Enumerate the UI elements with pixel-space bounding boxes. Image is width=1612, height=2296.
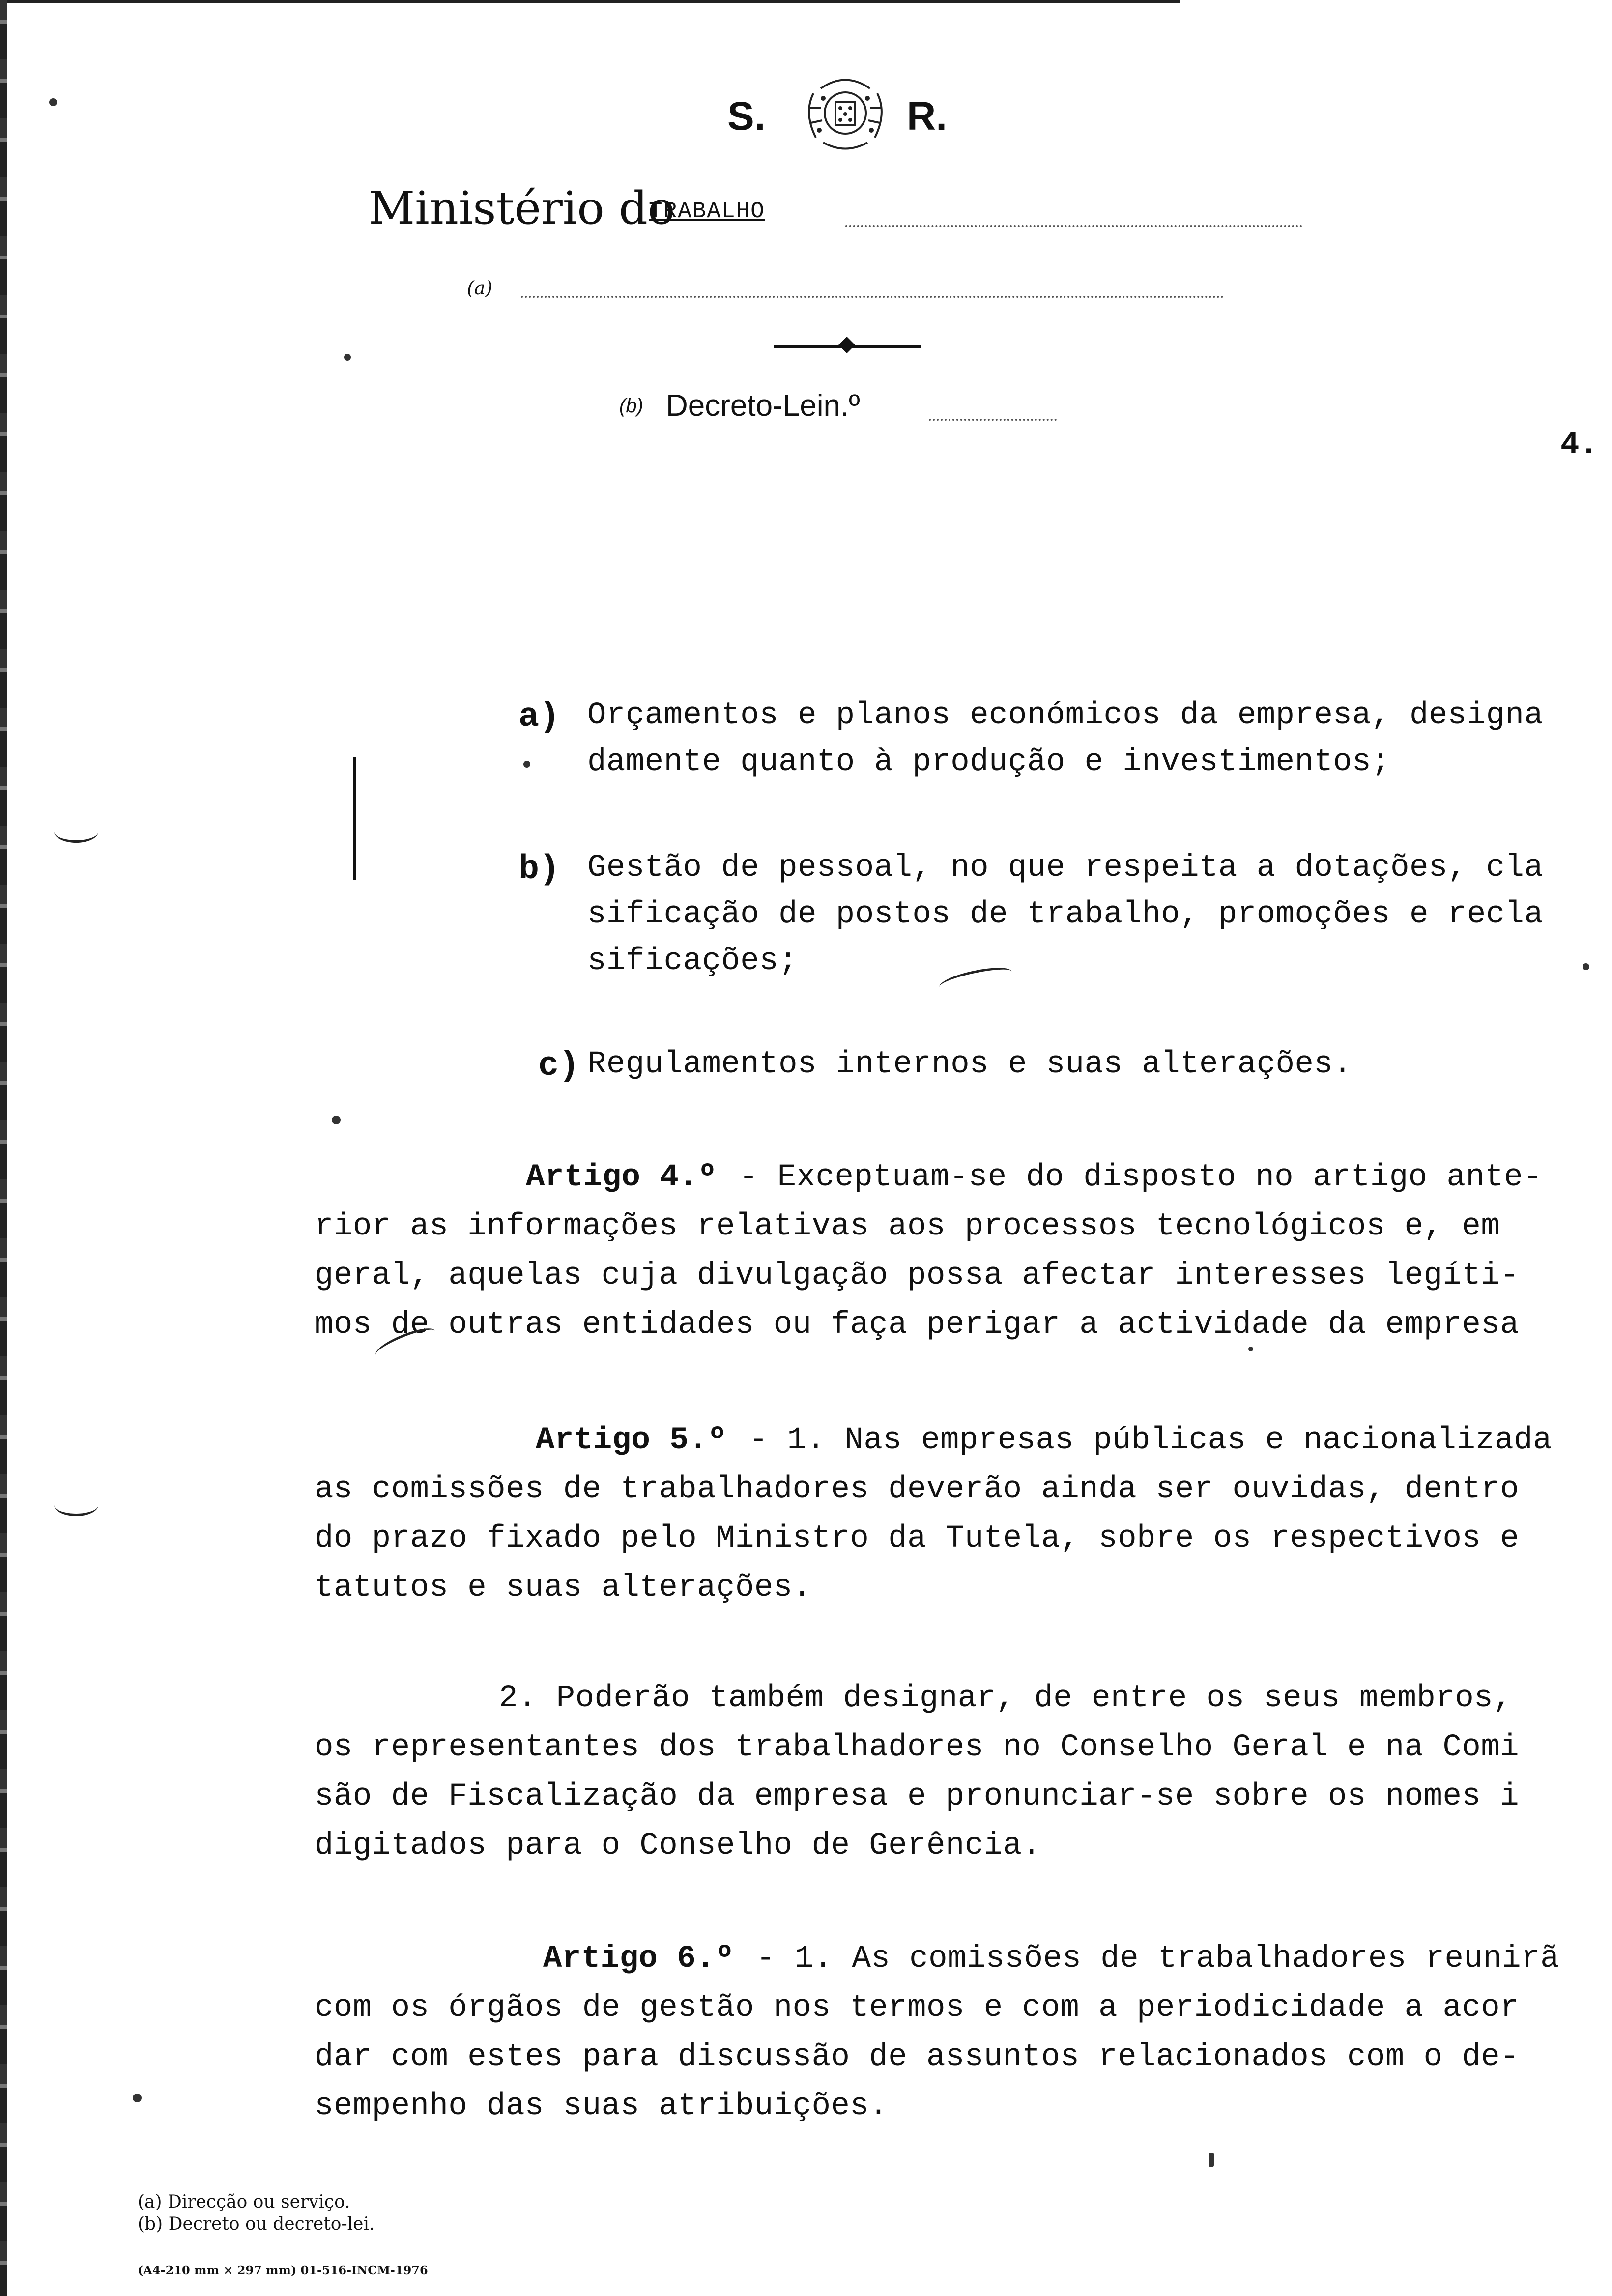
scan-speck [1583,963,1589,970]
margin-mark [353,757,356,880]
article-5-heading: Artigo 5.º [536,1423,727,1458]
article-4-heading: Artigo 4.º [526,1160,718,1195]
footnote-a: (a) Direcção ou serviço. [138,2192,350,2212]
item-a-line-1: Orçamentos e planos económicos da empresa, designa [587,698,1544,733]
item-b-line-2: sificação de postos de trabalho, promoções e recla [587,897,1544,932]
article-4-line-1: - Exceptuam-se do disposto no artigo ante- [720,1160,1542,1195]
diamond-icon [838,337,855,353]
article-5-line-2: as comissões de trabalhadores deverão ainda ser ouvidas, dentro [315,1472,1520,1507]
article-5-2-line-3: são de Fiscalização da empresa e pronunciar-se sobre os nomes i [315,1779,1520,1814]
article-5-2-line-4: digitados para o Conselho de Gerência. [315,1828,1041,1864]
article-4-line-4: mos de outras entidades ou faça perigar a actividade da empresa [315,1307,1520,1343]
item-a-line-2: damente quanto à produção e investimentos; [587,745,1391,780]
item-c-line-1: Regulamentos internos e suas alterações. [587,1047,1353,1082]
item-b-line-1: Gestão de pessoal, no que respeita a dotações, cla [587,850,1544,886]
ministry-line [369,182,1302,241]
article-5-2-line-1: 2. Poderão também designar, de entre os seus membros, [499,1681,1513,1716]
scan-speck [1209,2152,1214,2167]
article-6-line-4: sempenho das suas atribuições. [315,2089,889,2124]
article-5-2-line-2: os representantes dos trabalhadores no Conselho Geral e na Comi [315,1730,1520,1765]
coat-of-arms-icon [794,74,897,157]
item-a-label: a) [518,698,560,737]
article-6-line-1: - 1. As comissões de trabalhadores reunirã [737,1941,1559,1977]
article-5-line-3: do prazo fixado pelo Ministro da Tutela, sobre os respectivos e [315,1521,1520,1556]
ministry-dotted-line [845,225,1302,227]
service-dotted-line [521,296,1224,298]
scan-stroke [54,821,98,843]
scan-speck [49,98,57,106]
scan-speck [332,1116,341,1124]
item-c-label: c) [538,1047,580,1086]
top-rule [0,0,1180,3]
page-number: 4. [1560,428,1598,463]
footnote-b: (b) Decreto ou decreto-lei. [138,2214,375,2234]
binding-edge [0,0,7,2296]
service-field [467,275,1224,305]
article-6-line-2: com os órgãos de gestão nos termos e com a periodicidade a acor [315,1990,1520,2026]
article-6-line-3: dar com estes para discussão de assuntos relacionados com o de- [315,2039,1520,2075]
item-b-label: b) [518,850,560,889]
service-field-label: (a) [467,277,493,299]
decree-label: Decreto-Lein.º [666,389,860,423]
emblem-right-letter: R. [907,94,947,139]
article-5-line-4: tatutos e suas alterações. [315,1570,812,1606]
scan-stroke [54,1494,98,1516]
decree-dotted-line [929,419,1057,421]
decree-marker: (b) [619,395,643,417]
article-4-line-2: rior as informações relativas aos processos tecnológicos e, em [315,1209,1500,1244]
emblem-left-letter: S. [727,94,766,139]
diamond-divider [774,339,921,354]
article-4-line-3: geral, aquelas cuja divulgação possa afectar interesses legíti- [315,1258,1520,1293]
scan-stroke [938,963,1013,995]
article-6-heading: Artigo 6.º [543,1941,735,1977]
form-imprint: (A4-210 mm × 297 mm) 01-516-INCM-1976 [138,2263,428,2277]
scan-speck [1248,1347,1253,1351]
scan-speck [133,2094,142,2102]
item-b-line-3: sificações; [587,944,798,979]
republic-emblem-header [727,74,973,157]
ministry-unit: TRABALHO [649,199,765,224]
scan-speck [523,761,530,768]
scan-speck [344,354,351,361]
decree-line [619,388,1111,432]
ministry-label: Ministério do [369,182,675,234]
article-5-line-1: - 1. Nas empresas públicas e nacionalizada [730,1423,1552,1458]
